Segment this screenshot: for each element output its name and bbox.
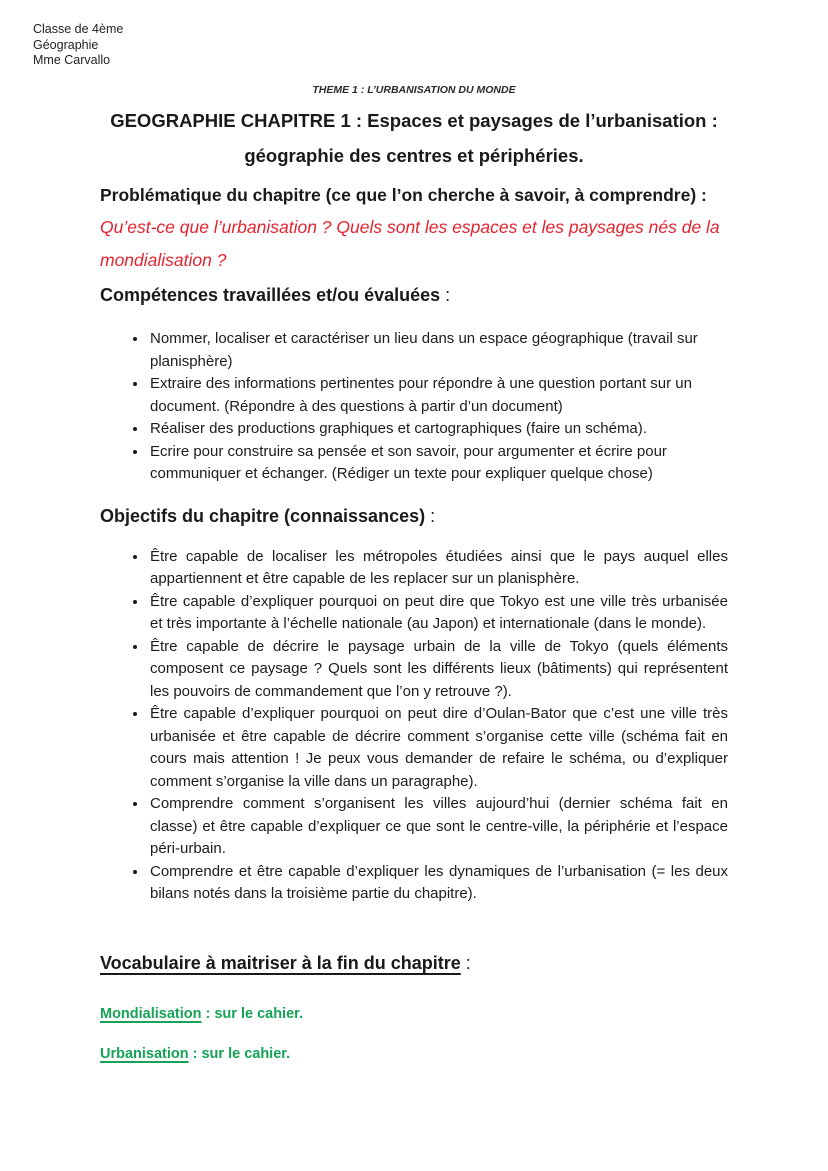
problematique-paragraph	[100, 179, 728, 277]
header-class-line: Classe de 4ème	[33, 22, 124, 36]
vocab-entry-mondialisation	[100, 1005, 728, 1024]
objectifs-heading-colon: :	[425, 505, 436, 526]
header-subject-line: Géographie	[33, 37, 99, 52]
vocab-term: Mondialisation	[100, 1005, 202, 1022]
vocabulaire-heading-text: Vocabulaire à maitriser à la fin du chapitre	[100, 952, 461, 973]
objectifs-heading-text: Objectifs du chapitre (connaissances)	[100, 505, 426, 526]
header-teacher-line: Mme Carvallo	[33, 53, 111, 67]
vocabulaire-heading-colon: :	[460, 952, 471, 973]
competences-heading-colon: :	[440, 285, 451, 305]
list-item: • Être capable de localiser les métropoles étudiées ainsi que le pays auquel elles appartiennent et être capable de les replacer sur un planisphère.	[148, 546, 728, 591]
list-item: • Nommer, localiser et caractériser un lieu dans un espace géographique (travail sur planisphère)	[148, 328, 728, 373]
list-item: • Comprendre comment s’organisent les villes aujourd’hui (dernier schéma fait en classe) et être capable d’expliquer ce que sont le centre-ville, la périphérie et l’espace péri-urbain.	[148, 793, 728, 861]
doc-header	[33, 0, 828, 69]
theme-line: THEME 1 : L’URBANISATION DU MONDE	[312, 83, 516, 96]
vocab-definition: : sur le cahier.	[205, 1005, 304, 1022]
list-item: • Être capable d’expliquer pourquoi on peut dire que Tokyo est une ville très urbanisée et très importante à l’échelle nationale (au Japon) et internationale (dans le monde).	[148, 591, 728, 636]
list-item: • Être capable de décrire le paysage urbain de la ville de Tokyo (quels éléments composent ce paysage ? Quels sont les différents lieux (bâtiments) qui représentent les pouvoirs de commandement que l’on y retrouve ?).	[148, 636, 728, 704]
vocab-entry-urbanisation	[100, 1045, 728, 1064]
vocabulaire-heading	[100, 951, 728, 975]
competences-heading	[100, 283, 728, 307]
competences-heading-text: Compétences travaillées et/ou évaluées	[100, 285, 441, 305]
list-item: • Ecrire pour construire sa pensée et son savoir, pour argumenter et écrire pour communiquer et échanger. (Rédiger un texte pour expliquer quelque chose)	[148, 441, 728, 486]
vocab-definition: : sur le cahier.	[192, 1045, 291, 1062]
competences-list	[100, 328, 728, 486]
objectifs-heading	[100, 504, 728, 528]
chapter-title: GEOGRAPHIE CHAPITRE 1 : Espaces et paysages de l’urbanisation : géographie des centres et périphéries.	[110, 109, 718, 166]
problematique-colon: :	[696, 184, 707, 205]
problematique-label: Problématique du chapitre (ce que l’on cherche à savoir, à comprendre)	[100, 184, 697, 205]
list-item: • Comprendre et être capable d’expliquer les dynamiques de l’urbanisation (= les deux bilans notés dans la troisième partie du chapitre).	[148, 861, 728, 906]
list-item: • Réaliser des productions graphiques et cartographiques (faire un schéma).	[148, 418, 728, 441]
vocab-term: Urbanisation	[100, 1045, 189, 1062]
list-item: • Être capable d’expliquer pourquoi on peut dire d’Oulan-Bator que c’est une ville très urbanisée et être capable de décrire comment s’organise cette ville (schéma fait en cours mais attention ! Je peux vous demander de refaire le schéma, ou d’expliquer comment s’organise la ville dans un paragraphe).	[148, 703, 728, 793]
problematique-question: Qu’est-ce que l’urbanisation ? Quels sont les espaces et les paysages nés de la mondialisation ?	[100, 217, 720, 270]
list-item: • Extraire des informations pertinentes pour répondre à une question portant sur un document. (Répondre à des questions à partir d’un document)	[148, 373, 728, 418]
objectifs-list	[100, 546, 728, 906]
